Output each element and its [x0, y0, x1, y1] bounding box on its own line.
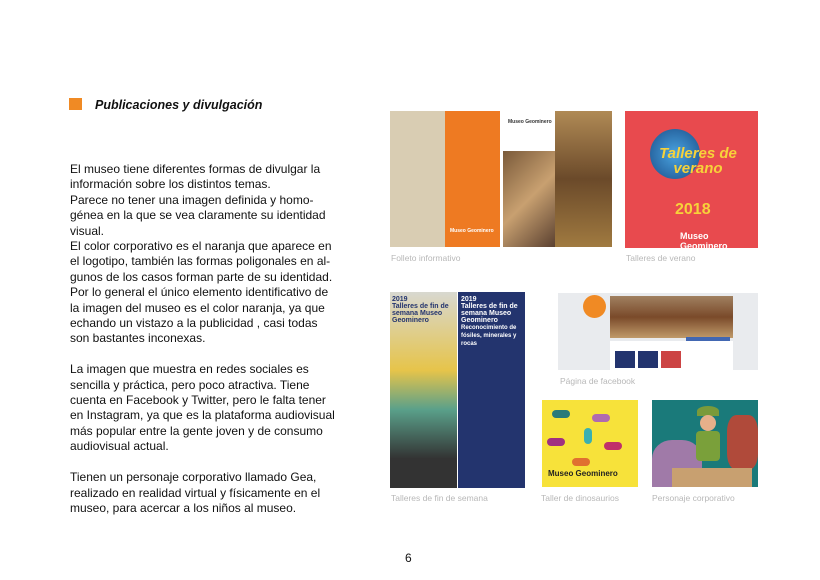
facebook-page-image	[558, 293, 758, 370]
finde-headline: Talleres de fin de semana Museo Geominero	[392, 303, 449, 324]
page-number: 6	[405, 551, 412, 565]
verano-logo: Museo Geominero	[680, 231, 728, 248]
paragraph: El museo tiene diferentes formas de divulgar la información sobre los distintos temas. Parece no tener una imagen definida y homo- génea en la que se vea claramente su identidad visual. El color corporativo es el naranja que aparece en el logotipo, también las formas poligonales en al- gunos de los casos forman parte de su identidad. Por lo general el único elemento identificativo de la imagen del museo es el color naranja, ya que echando un vistazo a la publicidad , casi todas son bastantes inconexas.	[70, 162, 333, 346]
talleres-fin-de-semana-image	[390, 292, 525, 488]
finde-headline-2: Talleres de fin de semana Museo Geominero	[461, 303, 518, 324]
folleto-logo: Museo Geominero	[508, 119, 552, 125]
section-marker	[69, 98, 82, 110]
talleres-verano-image	[625, 111, 758, 248]
personaje-corporativo-image	[652, 400, 758, 487]
caption-personaje: Personaje corporativo	[652, 493, 735, 503]
caption-fin-de-semana: Talleres de fin de semana	[391, 493, 488, 503]
verano-headline: Talleres de verano	[659, 145, 737, 177]
verano-year: 2018	[675, 201, 711, 218]
taller-dinosaurios-image	[542, 400, 638, 487]
caption-verano: Talleres de verano	[626, 253, 696, 263]
body-text	[70, 162, 340, 532]
paragraph: Tienen un personaje corporativo llamado Gea, realizado en realidad virtual y físicamente en el museo, para acercar a los niños al museo.	[70, 470, 321, 515]
folleto-image	[390, 111, 612, 247]
caption-dinosaurios: Taller de dinosaurios	[541, 493, 619, 503]
folleto-logo-2: Museo Geominero	[450, 228, 494, 234]
section-title: Publicaciones y divulgación	[95, 98, 263, 112]
paragraph: La imagen que muestra en redes sociales es sencilla y práctica, pero poco atractiva. Tiene cuenta en Facebook y Twitter, pero le falta tener en Instagram, ya que es la plataforma audiovisual más popular entre la gente joven y de consumo audiovisual actual.	[70, 362, 335, 454]
caption-folleto: Folleto informativo	[391, 253, 461, 263]
dinos-logo: Museo Geominero	[548, 469, 618, 478]
finde-sub: Reconocimiento de fósiles, minerales y rocas	[461, 325, 517, 347]
finde-year: 2019	[392, 296, 408, 303]
finde-year-2: 2019	[461, 296, 477, 303]
caption-facebook: Página de facebook	[560, 376, 636, 386]
